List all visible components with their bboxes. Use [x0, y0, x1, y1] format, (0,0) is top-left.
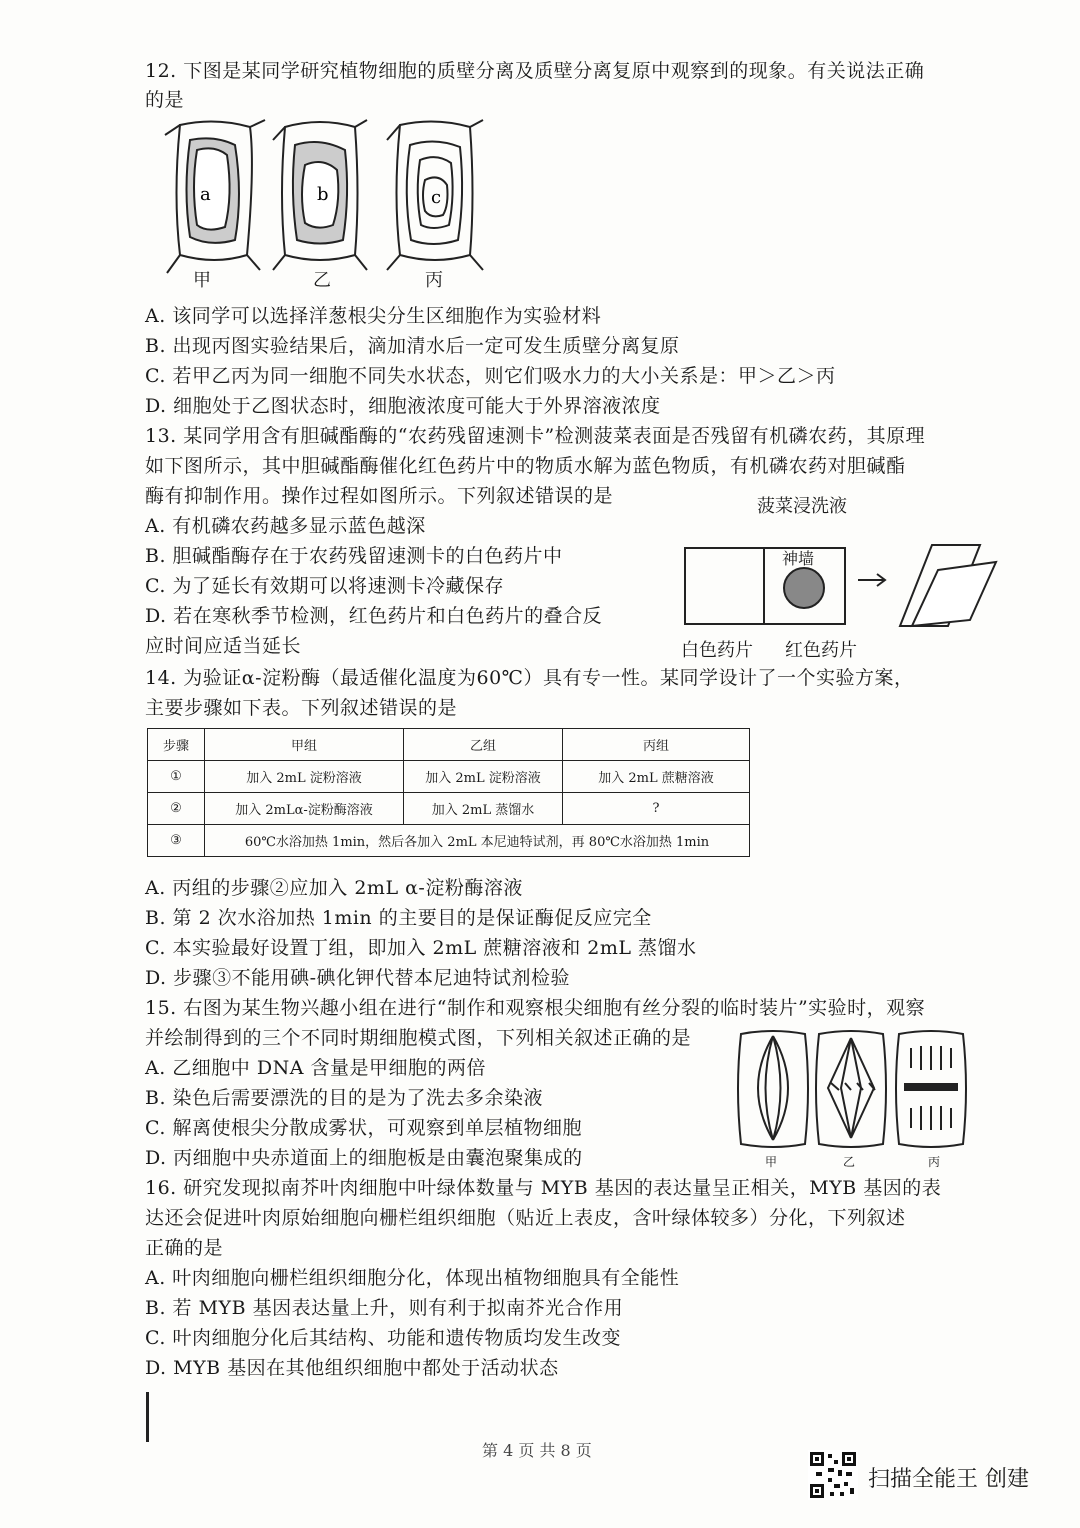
margin-bar	[146, 1392, 149, 1442]
q16-stem-line1: 16. 研究发现拟南芥叶肉细胞中叶绿体数量与 MYB 基因的表达量呈正相关，MYB 基因的表	[145, 1177, 942, 1199]
q15-option-d: D. 丙细胞中央赤道面上的细胞板是由囊泡聚集成的	[145, 1147, 583, 1169]
table-cell: 60℃水浴加热 1min，然后各加入 2mL 本尼迪特试剂，再 80℃水浴加热 1min	[205, 825, 750, 857]
q13-fig-caption-white: 白色药片	[681, 640, 753, 661]
q12-stem-line2: 的是	[145, 89, 185, 111]
q15-stem-line1: 15. 右图为某生物兴趣小组在进行“制作和观察根尖细胞有丝分裂的临时装片”实验时，观察	[145, 997, 926, 1019]
q12-fig-label-bing: 丙	[425, 270, 443, 291]
table-header: 乙组	[404, 729, 563, 761]
qr-code-icon	[808, 1450, 858, 1500]
q12-fig-letter-b: b	[317, 184, 329, 205]
scanner-watermark: 扫描全能王 创建	[868, 1467, 1029, 1492]
q16-option-b: B. 若 MYB 基因表达量上升，则有利于拟南芥光合作用	[145, 1297, 624, 1319]
table-row	[148, 761, 750, 793]
q15-option-b: B. 染色后需要漂洗的目的是为了洗去多余染液	[145, 1087, 544, 1109]
table-header: 丙组	[563, 729, 750, 761]
q13-stem-line2: 如下图所示，其中胆碱酯酶催化红色药片中的物质水解为蓝色物质，有机磷农药对胆碱酯	[145, 455, 906, 477]
q13-option-a: A. 有机磷农药越多显示蓝色越深	[145, 515, 426, 537]
q12-option-d: D. 细胞处于乙图状态时，细胞液浓度可能大于外界溶液浓度	[145, 395, 661, 417]
q16-stem-line3: 正确的是	[145, 1237, 224, 1259]
table-cell: 加入 2mL 蔗糖溶液	[563, 761, 750, 793]
q12-option-b: B. 出现丙图实验结果后，滴加清水后一定可发生质壁分离复原	[145, 335, 680, 357]
q15-mitosis-figure	[733, 1028, 968, 1150]
table-row	[148, 825, 750, 857]
table-header: 步骤	[148, 729, 205, 761]
table-row	[148, 793, 750, 825]
q16-stem-line2: 达还会促进叶肉原始细胞向栅栏组织细胞（贴近上表皮，含叶绿体较多）分化，下列叙述	[145, 1207, 906, 1229]
table-cell: 加入 2mL 淀粉溶液	[404, 761, 563, 793]
table-cell: ②	[148, 793, 205, 825]
table-cell: ③	[148, 825, 205, 857]
q14-option-a: A. 丙组的步骤②应加入 2mL α-淀粉酶溶液	[145, 877, 523, 899]
q13-option-b: B. 胆碱酯酶存在于农药残留速测卡的白色药片中	[145, 545, 563, 567]
q14-step-table	[147, 728, 750, 857]
q12-fig-label-yi: 乙	[313, 270, 331, 291]
table-cell: ?	[563, 793, 750, 825]
q15-fig-label-yi: 乙	[843, 1155, 856, 1169]
q13-fig-caption-top: 菠菜浸洗液	[757, 496, 847, 517]
q14-option-c: C. 本实验最好设置丁组，即加入 2mL 蔗糖溶液和 2mL 蒸馏水	[145, 937, 697, 959]
q15-option-a: A. 乙细胞中 DNA 含量是甲细胞的两倍	[145, 1057, 486, 1079]
q12-option-a: A. 该同学可以选择洋葱根尖分生区细胞作为实验材料	[145, 305, 602, 327]
table-cell: 加入 2mL 淀粉溶液	[205, 761, 404, 793]
q13-option-c: C. 为了延长有效期可以将速测卡冷藏保存	[145, 575, 504, 597]
q15-stem-line2: 并绘制得到的三个不同时期细胞模式图，下列相关叙述正确的是	[145, 1027, 692, 1049]
q16-option-d: D. MYB 基因在其他组织细胞中都处于活动状态	[145, 1357, 559, 1379]
q13-stem-line1: 13. 某同学用含有胆碱酯酶的“农药残留速测卡”检测菠菜表面是否残留有机磷农药，其原理	[145, 425, 926, 447]
q12-stem-line1: 12. 下图是某同学研究植物细胞的质壁分离及质壁分离复原中观察到的现象。有关说法正确	[145, 60, 925, 82]
q14-option-b: B. 第 2 次水浴加热 1min 的主要目的是保证酶促反应完全	[145, 907, 652, 929]
q12-fig-letter-a: a	[200, 184, 211, 205]
q14-option-d: D. 步骤③不能用碘-碘化钾代替本尼迪特试剂检验	[145, 967, 571, 989]
q13-fig-caption-red: 红色药片	[785, 640, 857, 661]
table-header: 甲组	[205, 729, 404, 761]
q14-stem-line2: 主要步骤如下表。下列叙述错误的是	[145, 697, 458, 719]
q15-fig-label-bing: 丙	[928, 1155, 941, 1169]
q15-option-c: C. 解离使根尖分散成雾状，可观察到单层植物细胞	[145, 1117, 582, 1139]
q15-fig-label-jia: 甲	[765, 1155, 778, 1169]
q12-fig-letter-c: c	[431, 187, 442, 208]
q14-stem-line1: 14. 为验证α-淀粉酶（最适催化温度为60℃）具有专一性。某同学设计了一个实验方案，	[145, 667, 914, 689]
table-cell: 加入 2mL 蒸馏水	[404, 793, 563, 825]
q13-option-d-cont: 应时间应适当延长	[145, 635, 302, 657]
q13-test-card-figure	[680, 540, 1000, 640]
q12-option-c: C. 若甲乙丙为同一细胞不同失水状态，则它们吸水力的大小关系是：甲＞乙＞丙	[145, 365, 836, 387]
q13-stem-line3: 酶有抑制作用。操作过程如图所示。下列叙述错误的是	[145, 485, 614, 507]
q12-fig-label-jia: 甲	[193, 270, 211, 291]
table-cell: ①	[148, 761, 205, 793]
q13-fig-caption-mid: 神墙	[782, 549, 815, 568]
q16-option-c: C. 叶肉细胞分化后其结构、功能和遗传物质均发生改变	[145, 1327, 621, 1349]
table-cell: 加入 2mLα-淀粉酶溶液	[205, 793, 404, 825]
q12-plasmolysis-figure	[155, 115, 505, 290]
page-number: 第 4 页 共 8 页	[482, 1441, 592, 1460]
q13-option-d: D. 若在寒秋季节检测，红色药片和白色药片的叠合反	[145, 605, 603, 627]
table-header-row	[148, 729, 750, 761]
q16-option-a: A. 叶肉细胞向栅栏组织细胞分化，体现出植物细胞具有全能性	[145, 1267, 680, 1289]
